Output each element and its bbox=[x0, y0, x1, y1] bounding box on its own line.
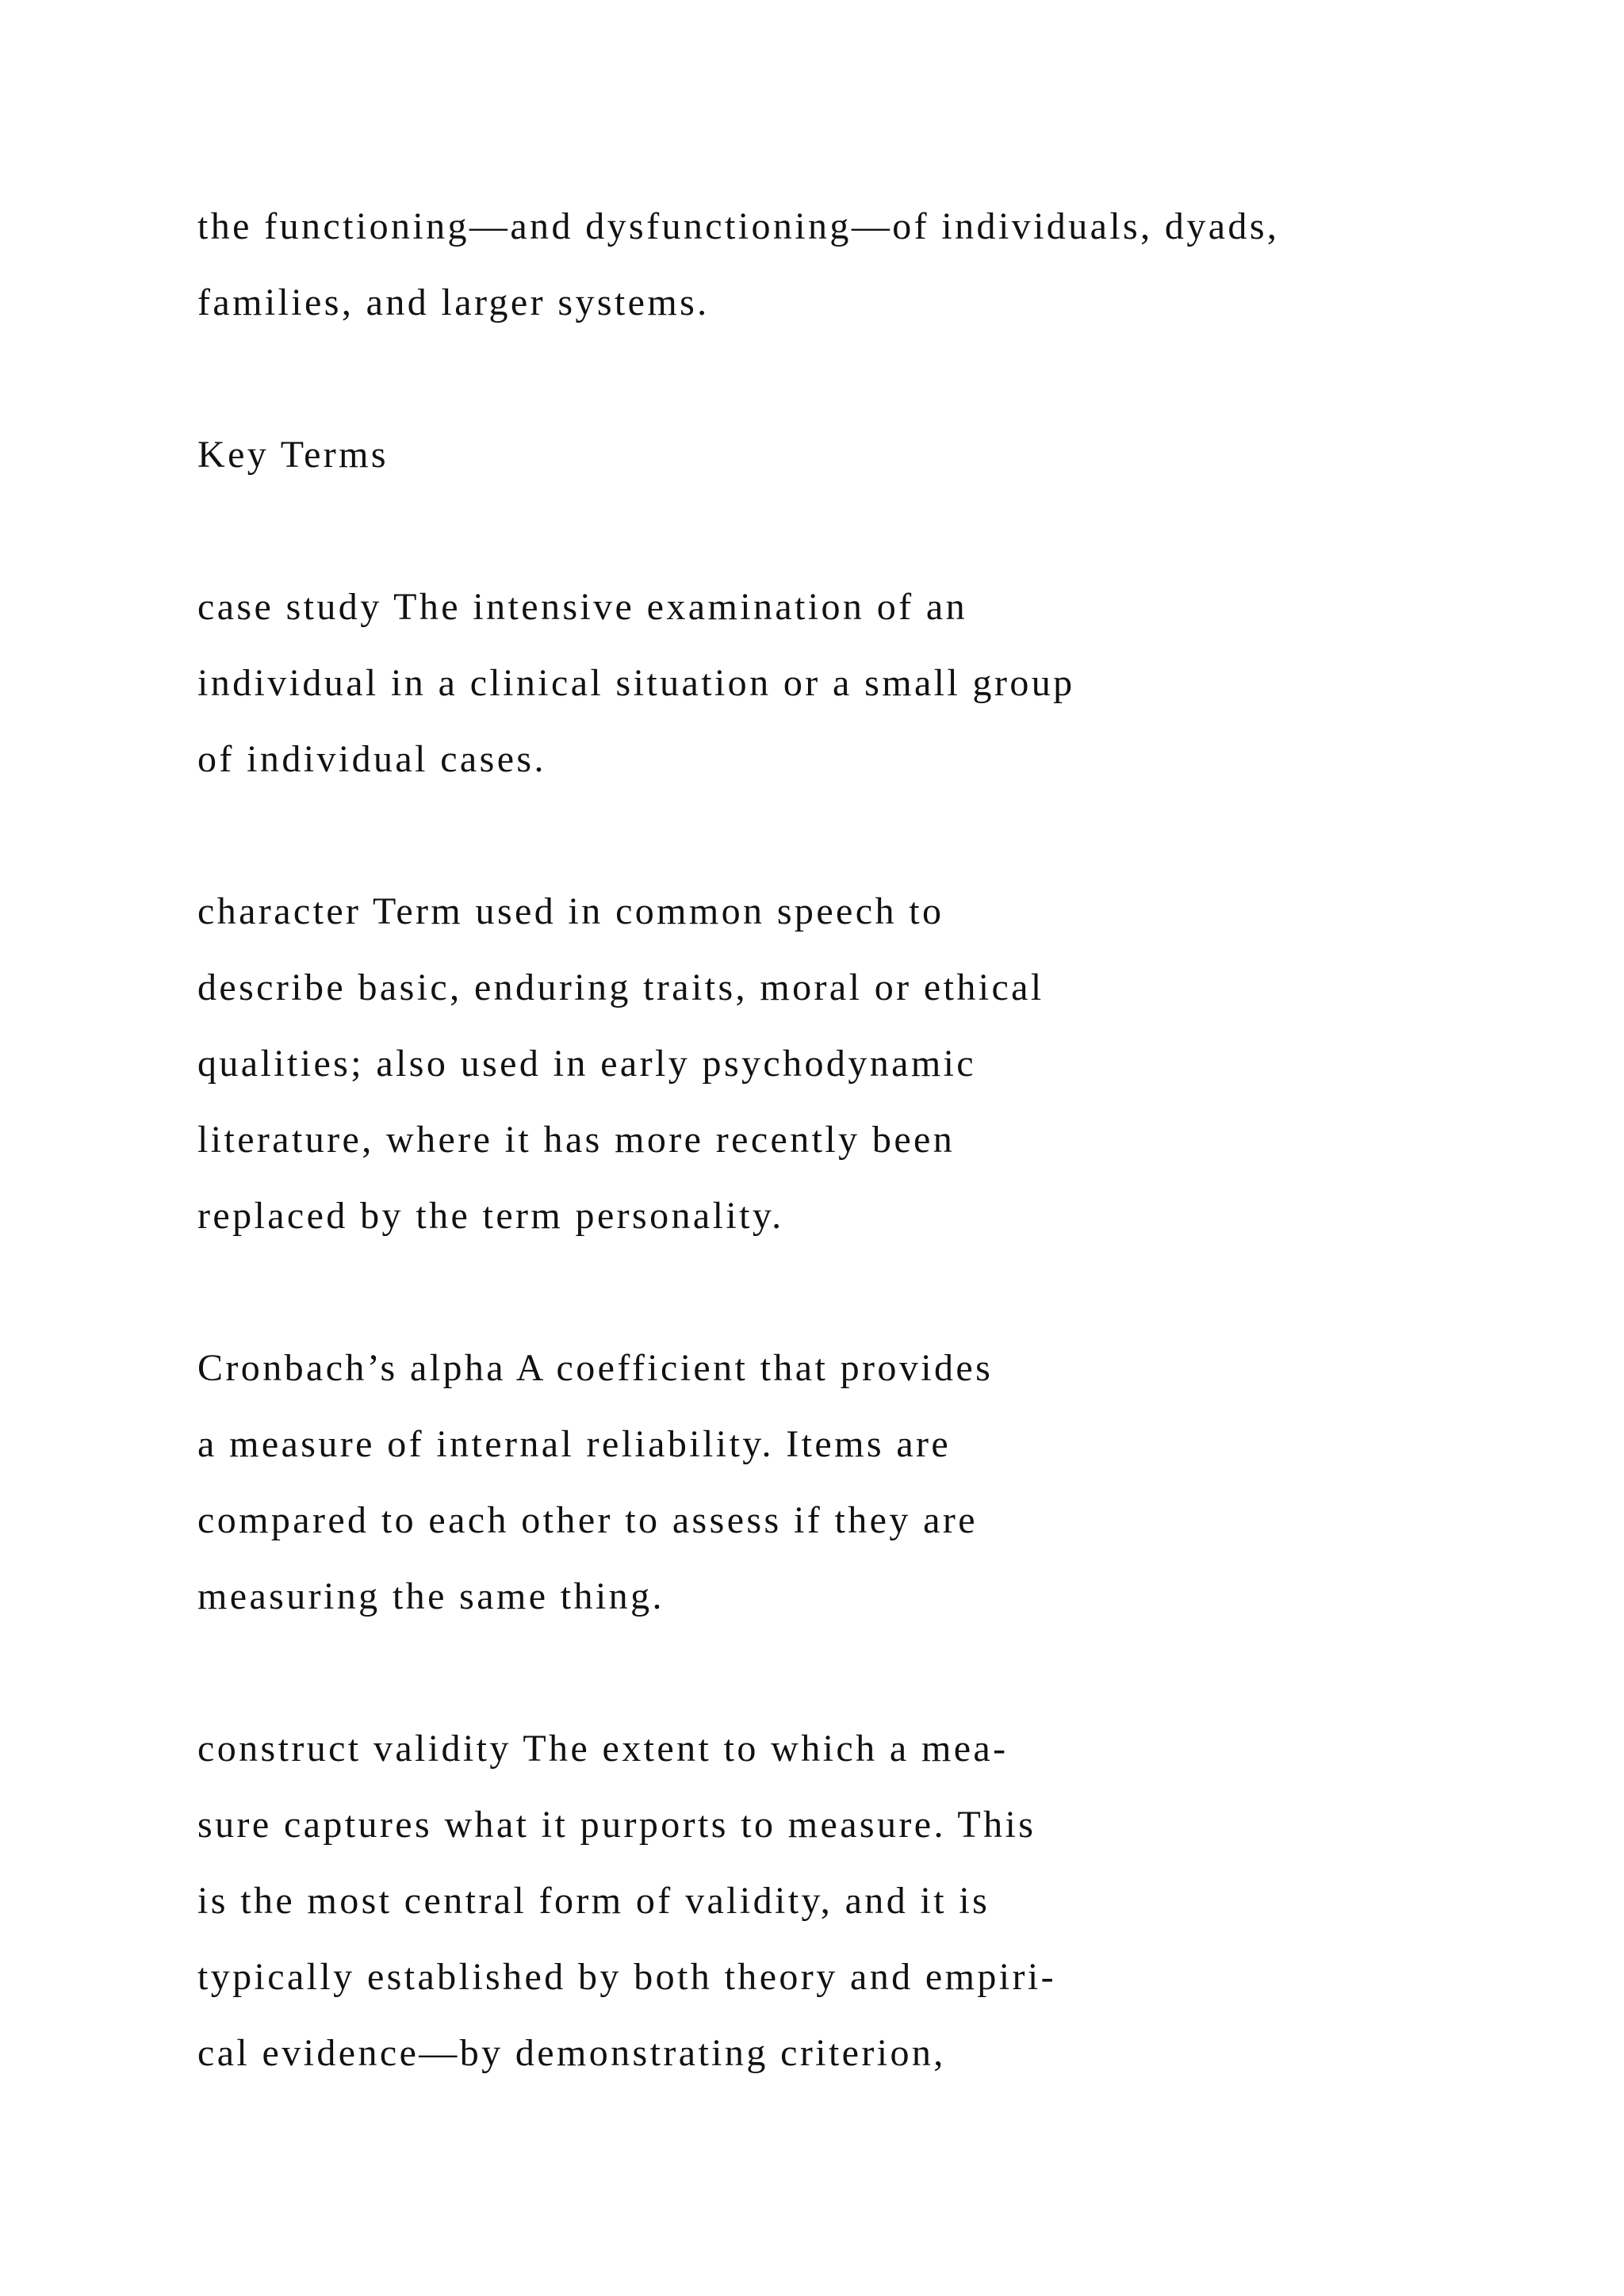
text-line: Cronbach’s alpha A coefficient that provides bbox=[197, 1347, 994, 1389]
text-line: individual in a clinical situation or a small group bbox=[197, 662, 1075, 704]
term-entry-case-study bbox=[197, 569, 1545, 798]
key-terms-heading bbox=[197, 417, 1545, 493]
paragraph-gap bbox=[197, 493, 1545, 569]
text-line: is the most central form of validity, and it is bbox=[197, 1880, 990, 1922]
text-line: replaced by the term personality. bbox=[197, 1195, 784, 1237]
term-entry-construct-validity bbox=[197, 1711, 1545, 2091]
text-line: qualities; also used in early psychodynamic bbox=[197, 1043, 977, 1085]
text-line: sure captures what it purports to measure. This bbox=[197, 1804, 1036, 1846]
paragraph-gap bbox=[197, 1635, 1545, 1711]
text-line: cal evidence—by demonstrating criterion, bbox=[197, 2032, 946, 2074]
text-line: typically established by both theory and empiri- bbox=[197, 1956, 1056, 1998]
text-line: measuring the same thing. bbox=[197, 1575, 665, 1617]
text-line: case study The intensive examination of an bbox=[197, 586, 968, 628]
text-line: compared to each other to assess if they are bbox=[197, 1499, 978, 1541]
text-line: a measure of internal reliability. Items are bbox=[197, 1423, 952, 1465]
text-line: families, and larger systems. bbox=[197, 281, 710, 323]
text-line: describe basic, enduring traits, moral or ethical bbox=[197, 966, 1044, 1008]
text-line: character Term used in common speech to bbox=[197, 890, 944, 932]
term-entry-character bbox=[197, 874, 1545, 1254]
paragraph-gap bbox=[197, 798, 1545, 874]
section-heading: Key Terms bbox=[197, 434, 389, 476]
text-line: the functioning—and dysfunctioning—of individuals, dyads, bbox=[197, 205, 1280, 247]
text-line: literature, where it has more recently been bbox=[197, 1119, 956, 1161]
text-line: construct validity The extent to which a mea- bbox=[197, 1728, 1009, 1770]
term-entry-cronbachs-alpha bbox=[197, 1330, 1545, 1635]
paragraph-gap bbox=[197, 1254, 1545, 1330]
document-text bbox=[197, 189, 1545, 2091]
intro-paragraph bbox=[197, 189, 1545, 341]
paragraph-gap bbox=[197, 341, 1545, 417]
text-line: of individual cases. bbox=[197, 738, 546, 780]
